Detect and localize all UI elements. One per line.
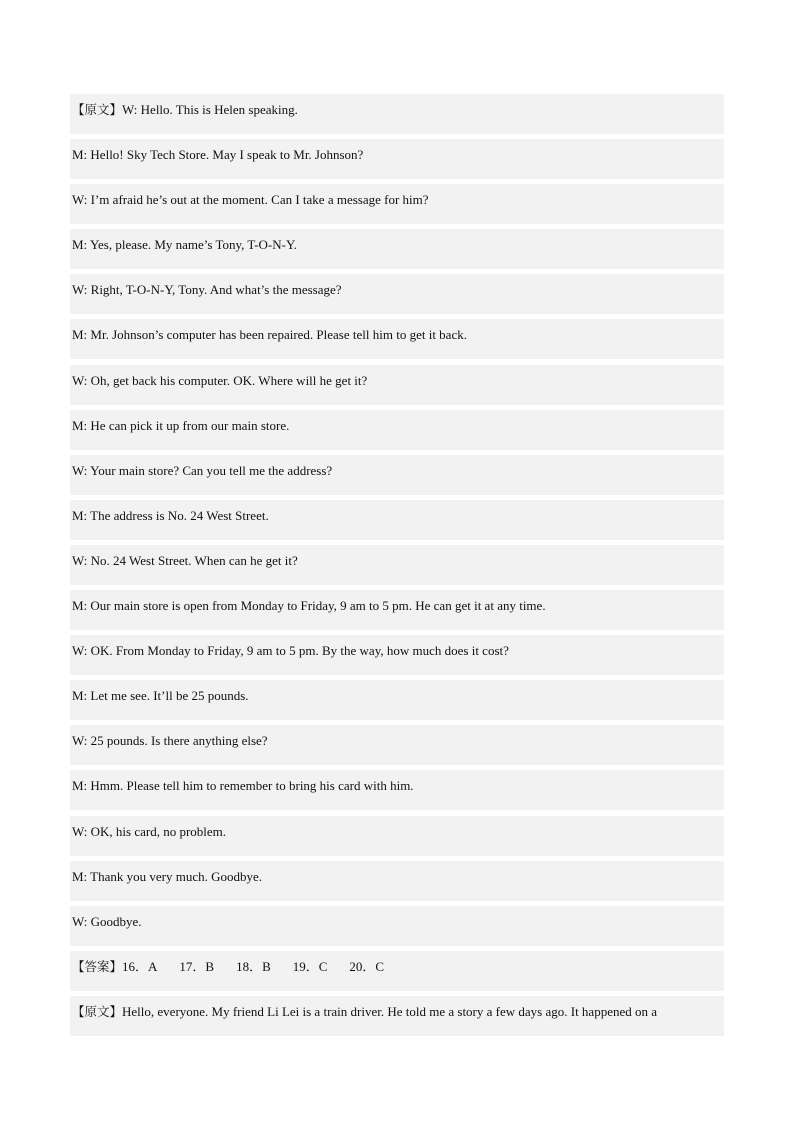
original-text-label: 【原文】 [72, 1003, 123, 1019]
line-text: W: OK, his card, no problem. [72, 823, 227, 839]
answer-label: 【答案】 [72, 958, 123, 974]
transcript-line [70, 590, 724, 635]
transcript-line [70, 816, 724, 861]
transcript-line [70, 861, 724, 906]
answer-item: 17．B [179, 958, 215, 974]
answer-key-line [70, 951, 724, 996]
answer-item: 18．B [236, 958, 271, 974]
transcript-line [70, 184, 724, 229]
line-text: M: The address is No. 24 West Street. [72, 507, 269, 523]
line-text: M: Our main store is open from Monday to Friday, 9 am to 5 pm. He can get it at any time. [72, 598, 546, 614]
line-text: M: Thank you very much. Goodbye. [72, 868, 263, 884]
transcript-line [70, 365, 724, 410]
line-text: M: Hmm. Please tell him to remember to bring his card with him. [72, 778, 414, 794]
line-text: W: 25 pounds. Is there anything else? [72, 733, 268, 749]
transcript-line [70, 545, 724, 590]
transcript-line [70, 139, 724, 184]
transcript-line [70, 94, 724, 139]
line-text: W: Your main store? Can you tell me the address? [72, 462, 333, 478]
line-text: W: Right, T-O-N-Y, Tony. And what’s the message? [72, 282, 342, 298]
transcript-line [70, 410, 724, 455]
transcript-line [70, 906, 724, 951]
line-text: W: Goodbye. [72, 913, 142, 929]
line-text: W: No. 24 West Street. When can he get it? [72, 552, 298, 568]
transcript-line [70, 680, 724, 725]
transcript-line [70, 455, 724, 500]
answer-item: 19．C [292, 958, 328, 974]
transcript-line [70, 996, 724, 1041]
line-text: M: Yes, please. My name’s Tony, T-O-N-Y. [72, 237, 297, 253]
transcript-line [70, 635, 724, 680]
line-text: M: Hello! Sky Tech Store. May I speak to Mr. Johnson? [72, 147, 364, 163]
original-text-label: 【原文】 [72, 102, 123, 117]
line-text: M: Mr. Johnson’s computer has been repaired. Please tell him to get it back. [72, 327, 467, 343]
answer-item: 16．A [122, 958, 158, 974]
transcript-line [70, 229, 724, 274]
line-text: W: OK. From Monday to Friday, 9 am to 5 pm. By the way, how much does it cost? [72, 643, 509, 659]
line-text: M: He can pick it up from our main store. [72, 417, 290, 433]
transcript-line [70, 770, 724, 815]
transcript-line [70, 274, 724, 319]
transcript-line [70, 319, 724, 364]
line-text: W: Hello. This is Helen speaking. [122, 102, 298, 117]
line-text: M: Let me see. It’ll be 25 pounds. [72, 688, 249, 704]
listening-transcript [70, 94, 724, 1041]
answer-item: 20．C [349, 958, 385, 974]
line-text: W: Oh, get back his computer. OK. Where will he get it? [72, 372, 368, 388]
line-text: W: I’m afraid he’s out at the moment. Can I take a message for him? [72, 192, 429, 208]
transcript-line [70, 725, 724, 770]
transcript-line [70, 500, 724, 545]
line-text: Hello, everyone. My friend Li Lei is a train driver. He told me a story a few days ago. It happened on a [122, 1003, 658, 1019]
